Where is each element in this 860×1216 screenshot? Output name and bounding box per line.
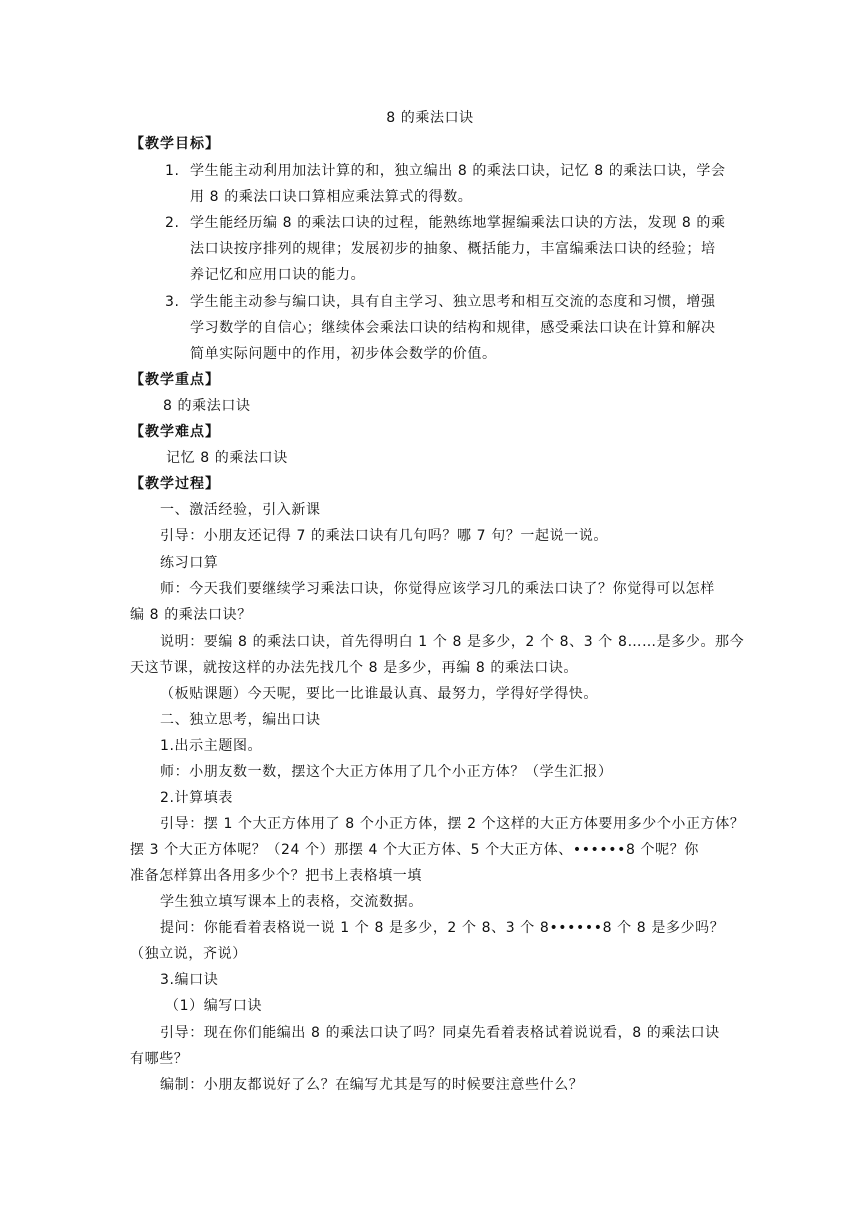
goal-number: 3. [165, 294, 180, 310]
paragraph-line: 学生独立填写课本上的表格，交流数据。 [160, 894, 423, 910]
goal-text-line: 用 8 的乘法口诀口算相应乘法算式的得数。 [190, 189, 473, 205]
paragraph-line: 提问：你能看着表格说一说 1 个 8 是多少，2 个 8、3 个 8••••••8 个 8 是多少吗？ [160, 920, 725, 936]
paragraph-line: 有哪些？ [130, 1051, 189, 1067]
paragraph-line: 师：今天我们要继续学习乘法口诀，你觉得应该学习几的乘法口诀了？你觉得可以怎样 [160, 581, 715, 597]
goal-text-line: 学生能经历编 8 的乘法口诀的过程，能熟练地掌握编乘法口诀的方法，发现 8 的乘 [190, 215, 726, 231]
paragraph-line: 说明：要编 8 的乘法口诀，首先得明白 1 个 8 是多少，2 个 8、3 个 8……是多少。那今 [160, 634, 745, 650]
paragraph-line: （1）编写口诀 [165, 998, 263, 1014]
paragraph-line: 摆 3 个大正方体呢？（24 个）那摆 4 个大正方体、5 个大正方体、••••••8 个呢？你 [130, 842, 699, 858]
section-heading-difficulty: 【教学难点】 [130, 424, 220, 440]
goal-text-line: 养记忆和应用口诀的能力。 [190, 267, 366, 283]
section-heading-goals: 【教学目标】 [130, 136, 220, 152]
process-subheading: 二、独立思考，编出口诀 [160, 712, 321, 728]
paragraph-line: 引导：小朋友还记得 7 的乘法口诀有几句吗？哪 7 句？一起说一说。 [160, 528, 609, 544]
goal-text-line: 简单实际问题中的作用，初步体会数学的价值。 [190, 346, 497, 362]
difficulty-text: 记忆 8 的乘法口诀 [166, 450, 288, 466]
paragraph-line: 1.出示主题图。 [160, 738, 263, 754]
paragraph-line: 编 8 的乘法口诀？ [130, 607, 252, 623]
goal-text-line: 学生能主动参与编口诀，具有自主学习、独立思考和相互交流的态度和习惯，增强 [190, 294, 716, 310]
paragraph-line: 练习口算 [160, 555, 219, 571]
paragraph-line: 引导：摆 1 个大正方体用了 8 个小正方体，摆 2 个这样的大正方体要用多少个小正方体？ [160, 816, 745, 832]
paragraph-line: 3.编口诀 [160, 972, 219, 988]
process-subheading: 一、激活经验，引入新课 [160, 502, 321, 518]
paragraph-line: （独立说，齐说） [130, 946, 247, 962]
paragraph-line: 2.计算填表 [160, 790, 233, 806]
section-heading-process: 【教学过程】 [130, 476, 220, 492]
goal-number: 2. [165, 215, 180, 231]
paragraph-line: 天这节课，就按这样的办法先找几个 8 是多少，再编 8 的乘法口诀。 [130, 660, 579, 676]
section-heading-key: 【教学重点】 [130, 372, 220, 388]
goal-text-line: 法口诀按序排列的规律；发展初步的抽象、概括能力，丰富编乘法口诀的经验；培 [190, 241, 716, 257]
goal-number: 1. [165, 163, 180, 179]
key-text: 8 的乘法口诀 [163, 398, 251, 414]
paragraph-line: 引导：现在你们能编出 8 的乘法口诀了吗？同桌先看着表格试着说说看，8 的乘法口诀 [160, 1025, 720, 1041]
paragraph-line: 编制：小朋友都说好了么？在编写尤其是写的时候要注意些什么？ [160, 1077, 584, 1093]
paragraph-line: 师：小朋友数一数，摆这个大正方体用了几个小正方体？（学生汇报） [160, 764, 613, 780]
goal-text-line: 学生能主动利用加法计算的和，独立编出 8 的乘法口诀，记忆 8 的乘法口诀，学会 [190, 163, 726, 179]
goal-text-line: 学习数学的自信心；继续体会乘法口诀的结构和规律，感受乘法口诀在计算和解决 [190, 320, 716, 336]
paragraph-line: （板贴课题）今天呢，要比一比谁最认真、最努力，学得好学得快。 [160, 686, 598, 702]
paragraph-line: 准备怎样算出各用多少个？把书上表格填一填 [130, 868, 422, 884]
page-title: 8 的乘法口诀 [386, 110, 474, 126]
